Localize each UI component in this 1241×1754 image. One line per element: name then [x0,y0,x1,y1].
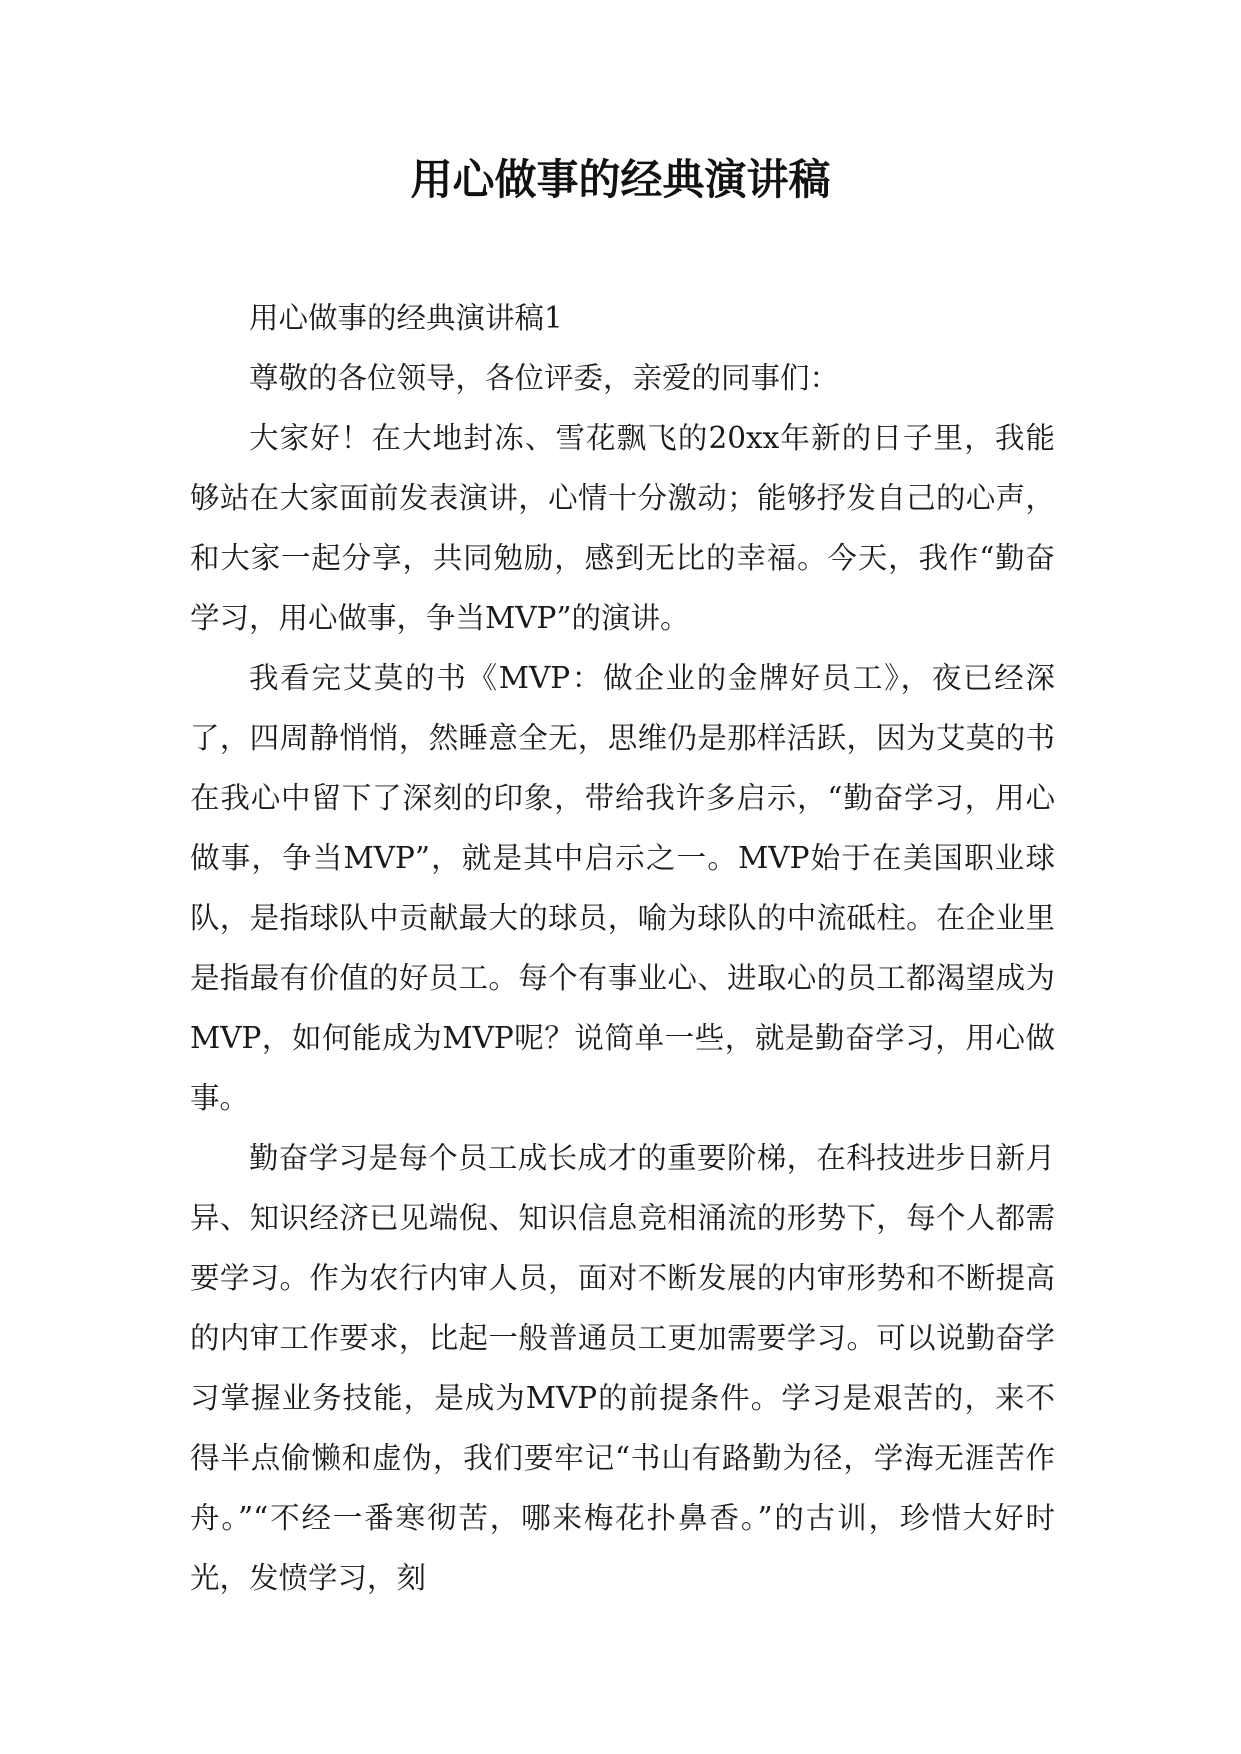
paragraph-salutation: 尊敬的各位领导，各位评委，亲爱的同事们： [249,361,840,395]
paragraph-mvp-intro: 我看完艾莫的书《MVP：做企业的金牌好员工》，夜已经深了，四周静悄悄，然睡意全无，思维仍是那样活跃，因为艾莫的书在我心中留下了深刻的印象，带给我许多启示，“勤奋学习，用心做事，争当MVP”，就是其中启示之一。MVP始于在美国职业球队，是指球队中贡献最大的球员，喻为球队的中流砥柱。在企业里是指最有价值的好员工。每个有事业心、进取心的员工都渴望成为MVP，如何能成为MVP呢？说简单一些，就是勤奋学习，用心做事。 [190,661,1055,1115]
paragraph-study: 勤奋学习是每个员工成长成才的重要阶梯，在科技进步日新月异、知识经济已见端倪、知识信息竞相涌流的形势下，每个人都需要学习。作为农行内审人员，面对不断发展的内审形势和不断提高的内审工作要求，比起一般普通员工更加需要学习。可以说勤奋学习掌握业务技能，是成为MVP的前提条件。学习是艰苦的，来不得半点偷懒和虚伪，我们要牢记“书山有路勤为径，学海无涯苦作舟。”“不经一番寒彻苦，哪来梅花扑鼻香。”的古训，珍惜大好时光，发愤学习，刻 [190,1141,1055,1595]
document-body [190,288,1055,1608]
paragraph-heading: 用心做事的经典演讲稿1 [249,301,563,335]
document-title: 用心做事的经典演讲稿 [410,155,831,204]
paragraph-greeting: 大家好！在大地封冻、雪花飘飞的20xx年新的日子里，我能够站在大家面前发表演讲，心情十分激动；能够抒发自己的心声，和大家一起分享，共同勉励，感到无比的幸福。今天，我作“勤奋学习，用心做事，争当MVP”的演讲。 [190,421,1055,635]
